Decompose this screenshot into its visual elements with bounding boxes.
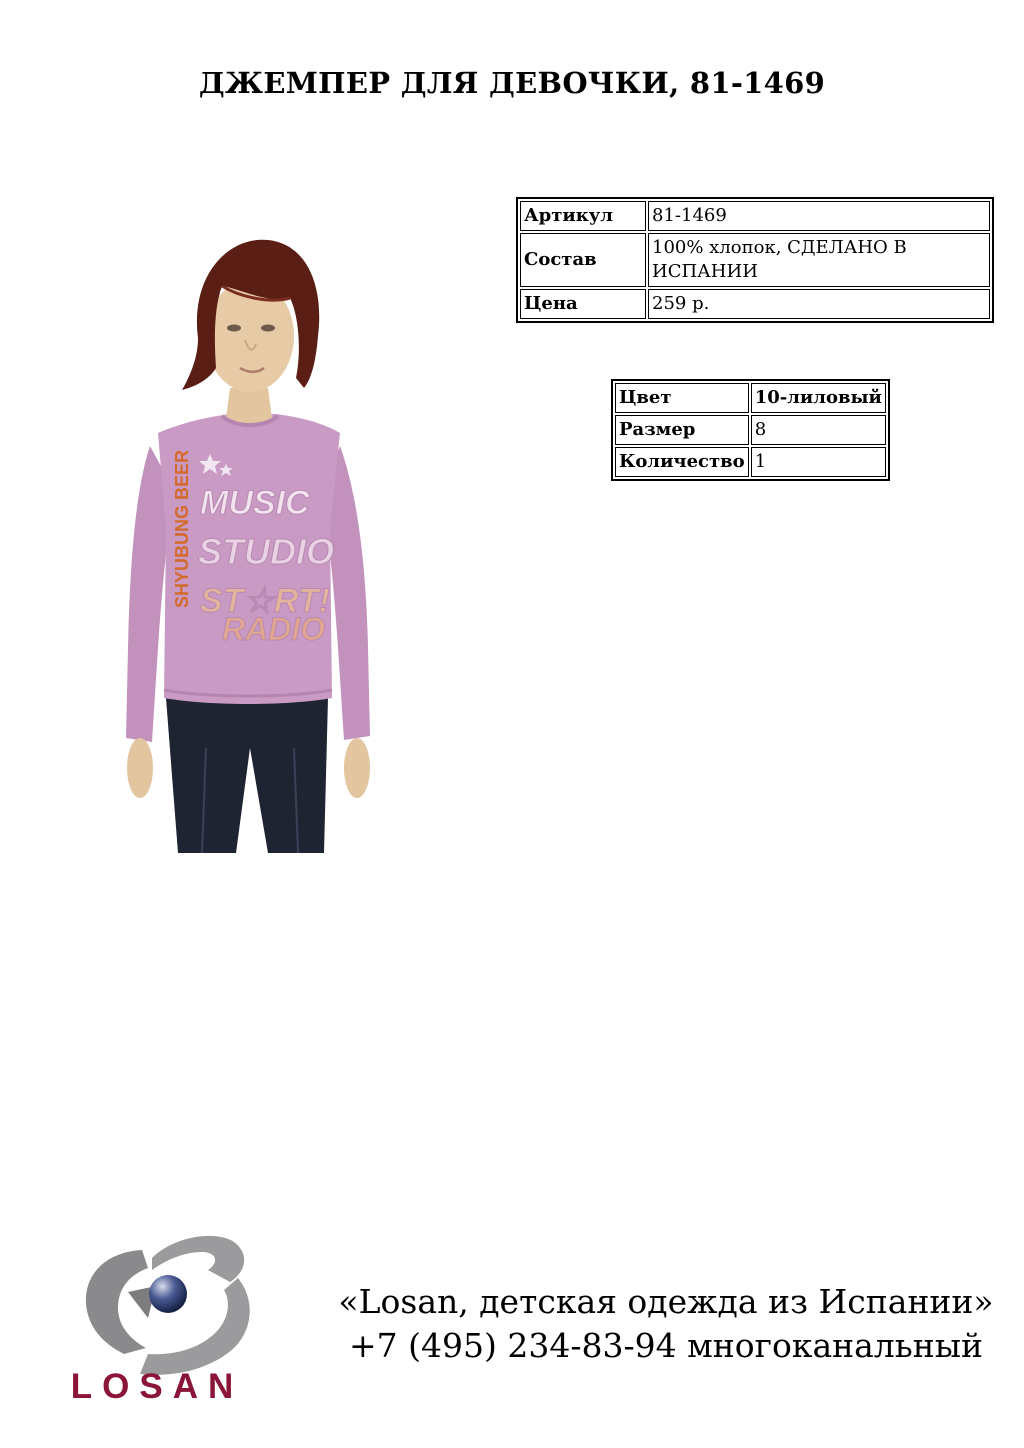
product-info-table — [516, 197, 994, 323]
table-row — [520, 289, 990, 319]
shirt-side-print: SHYUBUNG BEER — [172, 449, 192, 608]
table-row — [615, 383, 886, 413]
table-label: Цвет — [615, 383, 749, 413]
jeans — [166, 698, 328, 853]
logo-swoosh-top — [152, 1236, 244, 1282]
table-label: Артикул — [520, 201, 646, 231]
variant-table — [611, 379, 890, 481]
table-label: Состав — [520, 233, 646, 287]
footer-contact — [316, 1280, 1016, 1368]
table-label: Размер — [615, 415, 749, 445]
table-label: Количество — [615, 447, 749, 477]
shirt-print-line-2: STUDIO — [198, 531, 335, 572]
page-title: ДЖЕМПЕР ДЛЯ ДЕВОЧКИ, 81-1469 — [198, 66, 826, 100]
logo-ball — [149, 1275, 187, 1313]
footer-tagline: «Losan, детская одежда из Испании» — [338, 1282, 994, 1321]
table-row — [615, 447, 886, 477]
footer-phone: +7 (495) 234-83-94 многоканальный — [349, 1326, 983, 1365]
table-value: 259 р. — [648, 289, 990, 319]
shirt-print-line-1: MUSIC — [200, 484, 310, 522]
table-label: Цена — [520, 289, 646, 319]
table-value: 100% хлопок, СДЕЛАНО В ИСПАНИИ — [648, 233, 990, 287]
table-row — [615, 415, 886, 445]
table-value: 1 — [751, 447, 886, 477]
table-value: 10-лиловый — [751, 383, 886, 413]
shirt-print-line-4: RADIO — [222, 611, 326, 647]
product-photo — [118, 228, 388, 858]
table-value: 81-1469 — [648, 201, 990, 231]
shirt-print-line-3: ST☆RT! — [200, 582, 330, 620]
table-row — [520, 201, 990, 231]
table-row — [520, 233, 990, 287]
losan-logo — [24, 1228, 290, 1406]
logo-wordmark: LOSAN — [70, 1367, 244, 1406]
table-value: 8 — [751, 415, 886, 445]
